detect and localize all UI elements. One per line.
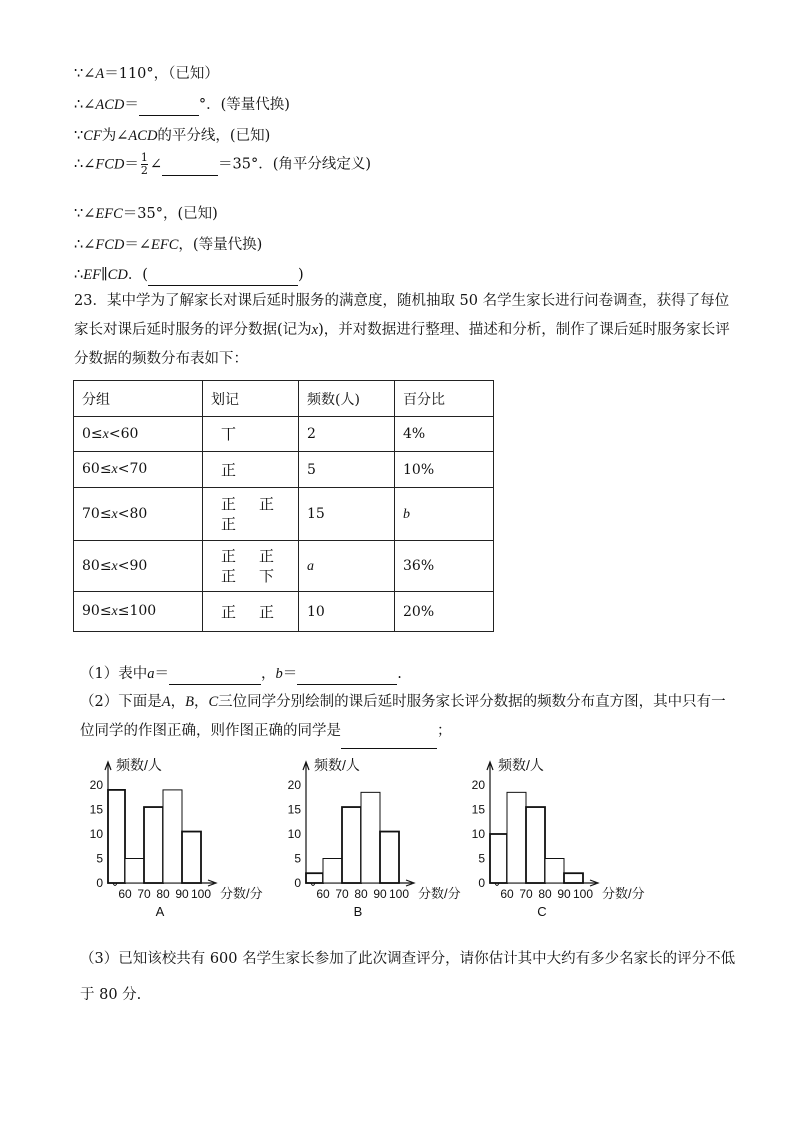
histogram-bar: [526, 807, 545, 883]
percent-cell: 20%: [395, 592, 494, 632]
y-tick-label: 10: [89, 827, 103, 841]
answer-blank-student[interactable]: [341, 719, 437, 749]
chart-caption: C: [537, 904, 547, 919]
histogram-bar: [342, 807, 361, 883]
histogram-svg: [466, 752, 656, 922]
percent-cell: 10%: [395, 452, 494, 488]
tally-cell: 正 正 正 下: [203, 541, 299, 592]
x-tick-label: 60: [118, 887, 132, 901]
histogram-bar: [490, 834, 507, 883]
x-axis-label: 分数/分: [602, 886, 645, 901]
chart-caption: A: [155, 904, 165, 919]
y-tick-label: 15: [89, 802, 103, 817]
header-cell: 划记: [203, 381, 299, 417]
histogram-svg: [282, 752, 472, 922]
y-tick-label: 0: [478, 876, 485, 890]
x-tick-label: 90: [373, 887, 387, 901]
histogram-bar: [108, 790, 125, 883]
answer-blank-b[interactable]: [297, 668, 397, 685]
group-cell: 0≤x<60: [74, 417, 203, 452]
header-cell: 频数(人): [299, 381, 395, 417]
percent-cell: 4%: [395, 417, 494, 452]
sub-question-3: （3）已知该校共有 600 名学生家长参加了此次调查评分，请你估计其中大约有多少名家长的评分不低于 80 分.: [80, 951, 736, 1003]
histogram-b: [282, 752, 472, 926]
answer-blank-a[interactable]: [169, 668, 261, 685]
answer-blank-angle-acd[interactable]: [139, 99, 199, 116]
y-tick-label: 5: [478, 851, 485, 866]
frequency-table: [73, 380, 494, 632]
tally-cell: 正: [203, 452, 299, 488]
y-tick-label: 0: [294, 876, 301, 890]
y-tick-label: 5: [96, 851, 103, 866]
y-tick-label: 10: [471, 827, 485, 841]
table-row: [74, 417, 494, 452]
table-row: [74, 452, 494, 488]
y-axis-label: 频数/人: [498, 757, 544, 773]
question-23-intro: 23．某中学为了解家长对课后延时服务的满意度，随机抽取 50 名学生家长进行问卷调查，获得了每位家长对课后延时服务的评分数据(记为x)，并对数据进行整理、描述和分析，制作了课后延时服务家长评分数据的频数分布表如下：: [74, 293, 730, 367]
histogram-bar: [163, 790, 182, 883]
x-tick-label: 60: [316, 887, 330, 901]
histogram-bar: [323, 859, 342, 884]
x-axis-label: 分数/分: [220, 886, 263, 901]
y-tick-label: 0: [96, 876, 103, 890]
header-cell: 分组: [74, 381, 203, 417]
x-tick-label: 100: [190, 887, 212, 901]
histogram-svg: [84, 752, 274, 922]
percent-cell: 36%: [395, 541, 494, 592]
group-cell: 90≤x≤100: [74, 592, 203, 632]
tally-cell: 正 正 正: [203, 488, 299, 541]
proof-line-6: ∴∠FCD＝∠EFC，(等量代换): [74, 237, 263, 253]
table-row: [74, 541, 494, 592]
x-tick-label: 100: [388, 887, 410, 901]
answer-blank-angle[interactable]: [162, 159, 218, 176]
x-tick-label: 80: [354, 887, 368, 901]
table-row: [74, 592, 494, 632]
x-tick-label: 100: [572, 887, 594, 901]
tally-cell: 丅: [203, 417, 299, 452]
percent-cell: b: [395, 488, 494, 541]
y-tick-label: 10: [287, 827, 301, 841]
y-tick-label: 5: [294, 851, 301, 866]
chart-caption: B: [353, 904, 363, 919]
group-cell: 80≤x<90: [74, 541, 203, 592]
y-axis-label: 频数/人: [314, 757, 360, 773]
proof-line-1: ∵∠A＝110°，（已知）: [74, 66, 219, 82]
x-tick-label: 90: [175, 887, 189, 901]
group-cell: 60≤x<70: [74, 452, 203, 488]
answer-blank-reason[interactable]: [148, 269, 298, 286]
frequency-cell: 15: [299, 488, 395, 541]
y-tick-label: 20: [287, 778, 301, 792]
histogram-bar: [182, 832, 201, 883]
frequency-cell: 2: [299, 417, 395, 452]
histogram-bar: [361, 792, 380, 883]
proof-line-4: ∴∠FCD＝ $\frac{1}{2}$ ∠ ＝35°．(角平分线定义): [74, 151, 372, 177]
histogram-bar: [545, 859, 564, 884]
proof-line-2: ∴∠ACD＝ °．(等量代换): [74, 93, 290, 116]
histogram-bar: [507, 792, 526, 883]
y-axis-label: 频数/人: [116, 757, 162, 773]
fraction-half: $\frac{1}{2}$: [140, 151, 148, 177]
x-tick-label: 60: [500, 887, 514, 901]
x-axis-label: 分数/分: [418, 886, 461, 901]
histogram-a: [84, 752, 274, 926]
y-tick-label: 15: [471, 802, 485, 817]
x-tick-label: 70: [335, 887, 349, 901]
proof-line-5: ∵∠EFC＝35°，(已知): [74, 206, 218, 222]
group-cell: 70≤x<80: [74, 488, 203, 541]
sub-question-1: （1）表中a＝ ，b＝ .: [80, 662, 402, 685]
x-tick-label: 80: [538, 887, 552, 901]
frequency-cell: 10: [299, 592, 395, 632]
y-tick-label: 20: [471, 778, 485, 792]
proof-line-7: ∴EF∥CD．( ): [74, 263, 304, 286]
x-tick-label: 70: [137, 887, 151, 901]
histogram-bar: [306, 873, 323, 883]
table-header-row: [74, 381, 494, 417]
sub-question-2: （2）下面是A，B，C三位同学分别绘制的课后延时服务家长评分数据的频数分布直方图，其中只有一位同学的作图正确，则作图正确的同学是 ；: [80, 688, 740, 749]
proof-line-3: ∵CF为∠ACD的平分线，(已知): [74, 128, 271, 144]
frequency-cell: 5: [299, 452, 395, 488]
frequency-cell: a: [299, 541, 395, 592]
histogram-bar: [144, 807, 163, 883]
table-row: [74, 488, 494, 541]
x-tick-label: 80: [156, 887, 170, 901]
histogram-bar: [125, 859, 144, 884]
histogram-bar: [564, 873, 583, 883]
y-tick-label: 20: [89, 778, 103, 792]
x-tick-label: 90: [557, 887, 571, 901]
histogram-bar: [380, 832, 399, 883]
histogram-c: [466, 752, 656, 926]
y-tick-label: 15: [287, 802, 301, 817]
header-cell: 百分比: [395, 381, 494, 417]
x-tick-label: 70: [519, 887, 533, 901]
tally-cell: 正 正: [203, 592, 299, 632]
